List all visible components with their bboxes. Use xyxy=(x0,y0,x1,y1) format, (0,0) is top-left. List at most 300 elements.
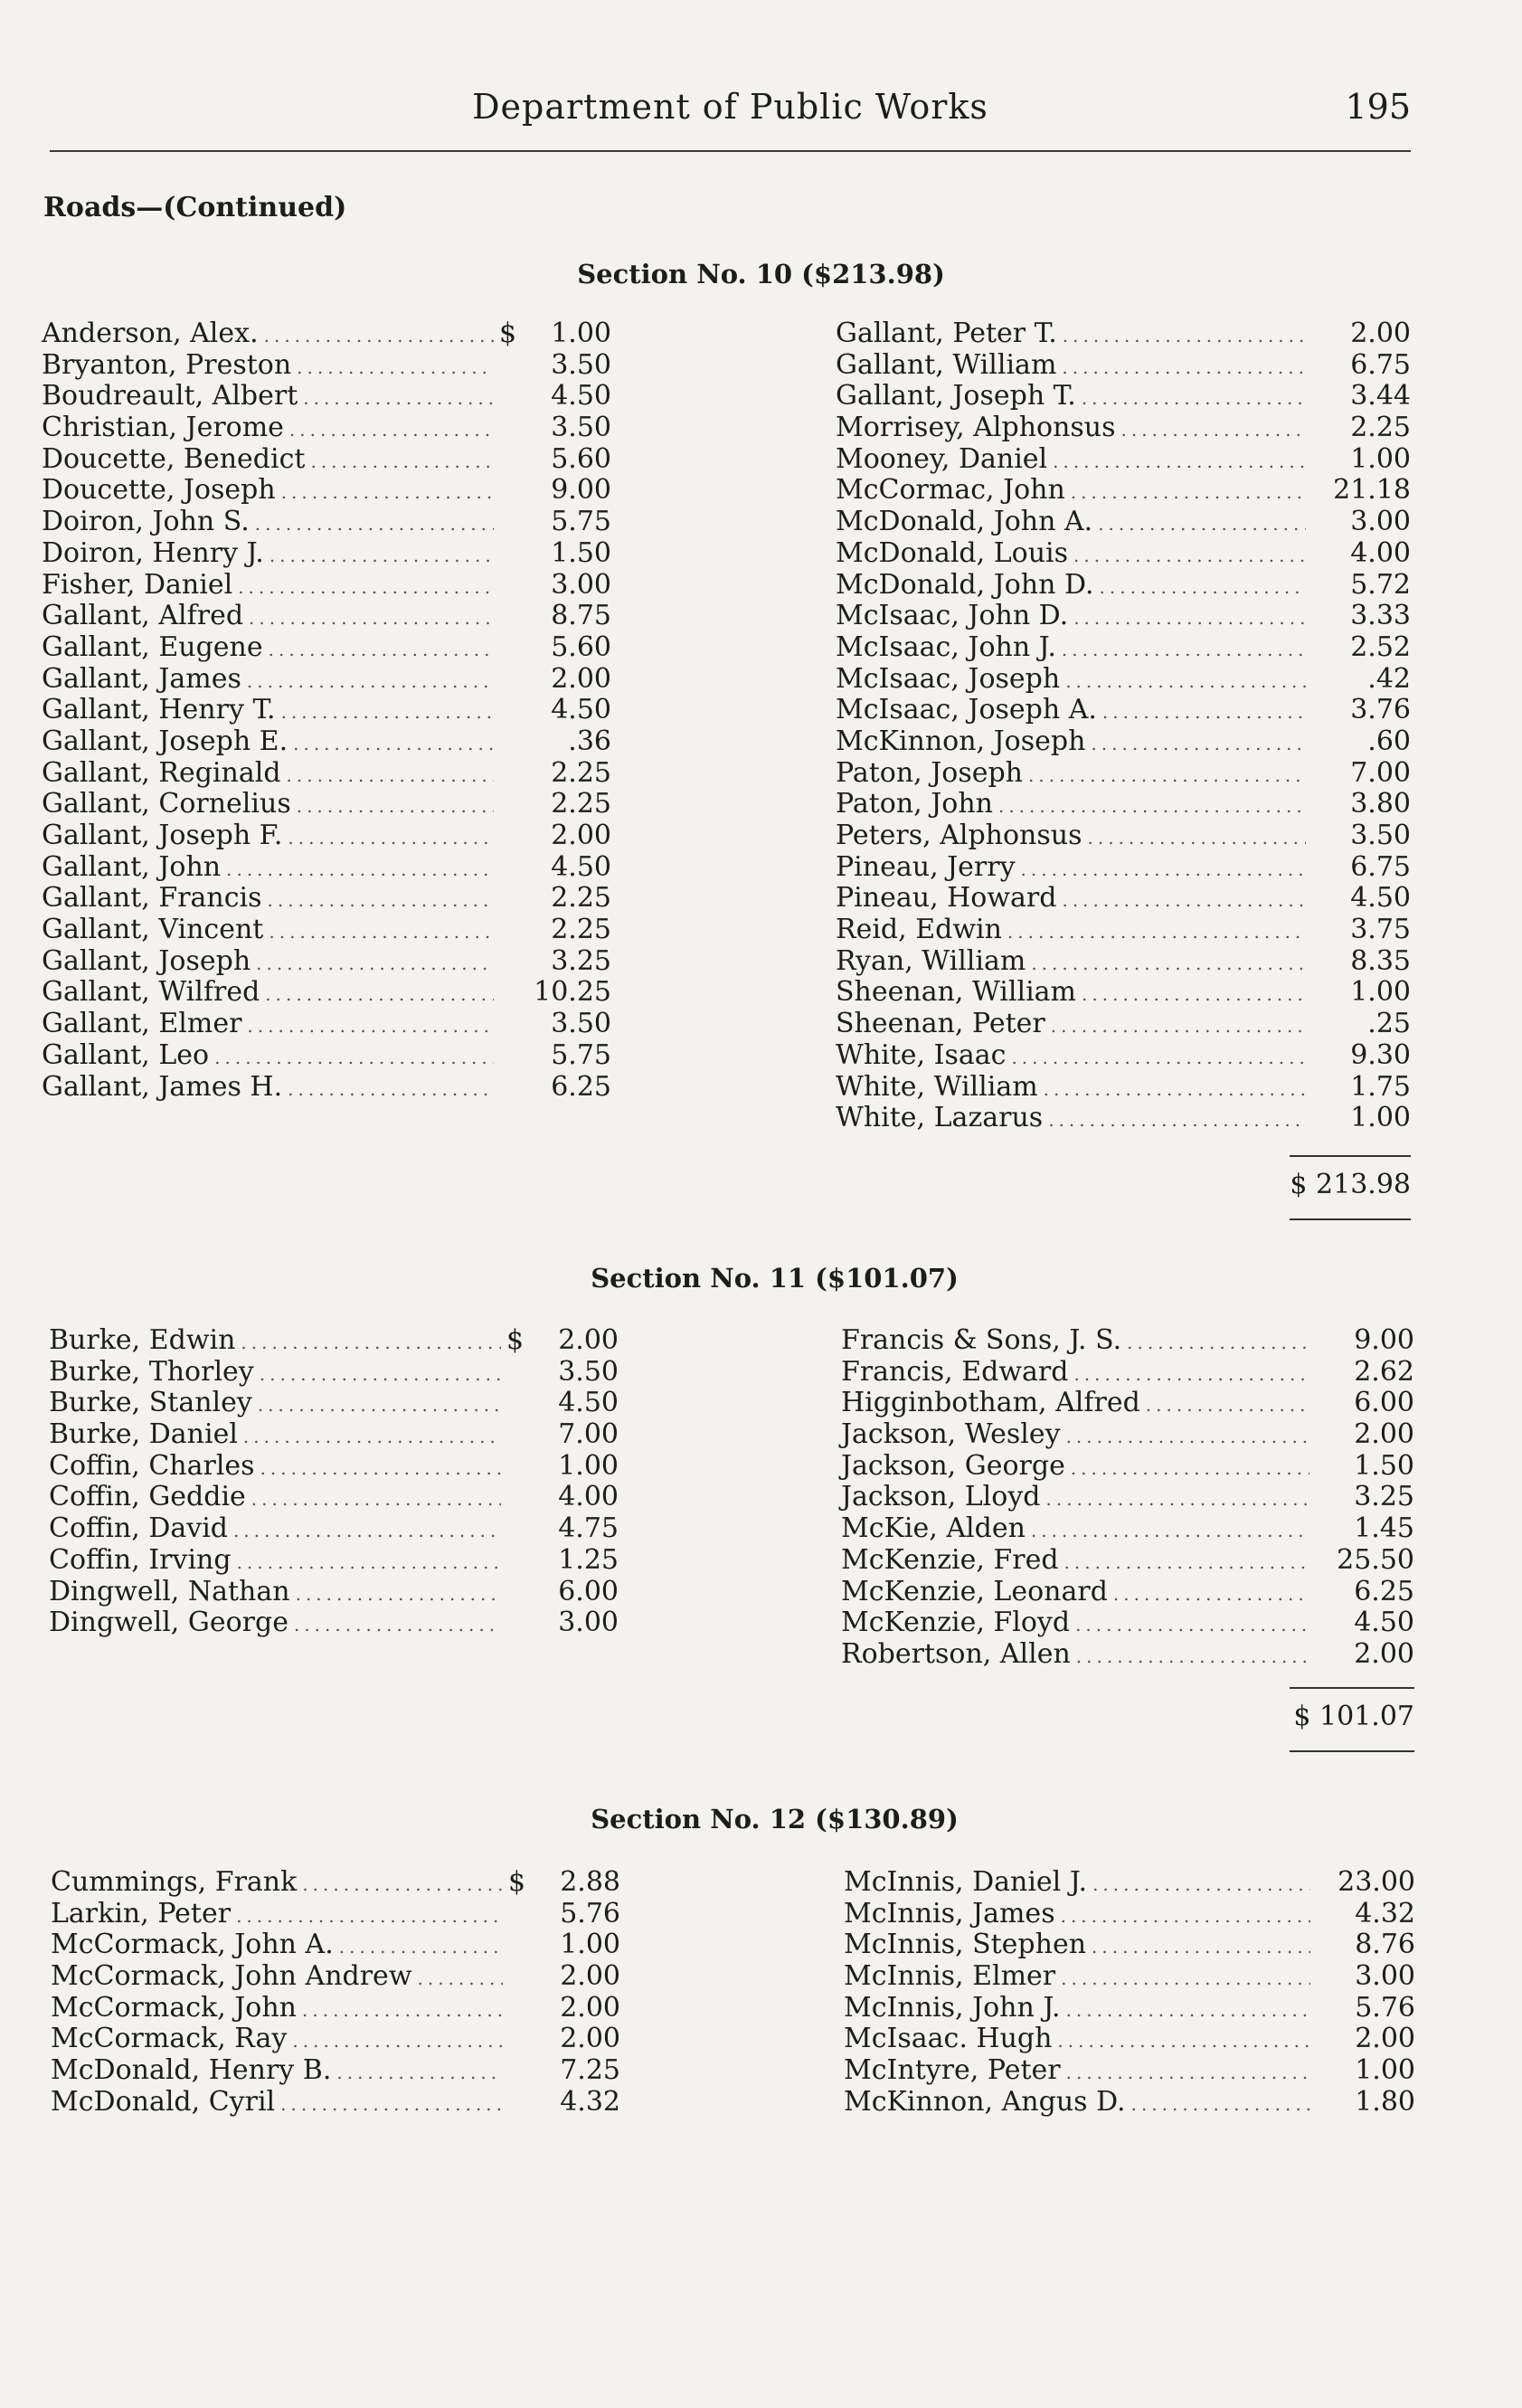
dot-leader xyxy=(1045,1484,1309,1515)
payee-name: Gallant, Vincent xyxy=(42,914,264,946)
payee-name: McDonald, Louis xyxy=(836,536,1069,569)
payee-name: Gallant, Leo xyxy=(42,1038,210,1071)
payment-amount: 3.80 xyxy=(1350,788,1411,820)
dot-leader xyxy=(1082,979,1306,1010)
payee-name: Gallant, Joseph xyxy=(42,944,251,977)
running-head: Roads—(Continued) xyxy=(43,192,347,223)
dot-leader xyxy=(1011,1042,1306,1074)
payee-name: Gallant, Eugene xyxy=(42,630,263,663)
dot-leader xyxy=(249,602,494,634)
dot-leader xyxy=(1121,414,1306,446)
ledger-row xyxy=(51,1929,620,1961)
payee-name: Gallant, Elmer xyxy=(42,1008,242,1040)
dot-leader xyxy=(214,1042,494,1074)
dot-leader xyxy=(287,760,494,792)
payee-name: Cummings, Frank xyxy=(51,1866,298,1898)
dot-leader xyxy=(297,352,494,384)
dot-leader xyxy=(1062,885,1306,916)
ledger-row xyxy=(836,664,1411,696)
ledger-row xyxy=(51,1899,620,1930)
payment-amount: 2.25 xyxy=(1350,412,1411,444)
ledger-row xyxy=(49,1451,619,1483)
dot-leader xyxy=(292,2025,503,2057)
payment-amount: 3.44 xyxy=(1350,380,1411,412)
payment-amount: 7.00 xyxy=(558,1418,619,1451)
dot-leader xyxy=(268,885,494,916)
payment-amount: 3.50 xyxy=(551,412,611,444)
payee-name: McIsaac, Joseph xyxy=(836,662,1061,695)
ledger-row xyxy=(49,1607,619,1639)
payee-name: Mooney, Daniel xyxy=(836,442,1048,475)
dot-leader xyxy=(1061,1901,1310,1932)
ledger-row xyxy=(841,1419,1414,1451)
payee-name: Gallant, Reginald xyxy=(42,756,281,789)
payment-amount: 1.80 xyxy=(1355,2085,1415,2118)
payee-name: Gallant, Joseph T. xyxy=(836,380,1076,412)
payee-name: White, Isaac xyxy=(836,1038,1007,1071)
dot-leader xyxy=(265,979,494,1010)
ledger-row xyxy=(836,726,1411,758)
dot-leader xyxy=(1064,1547,1309,1578)
ledger-row xyxy=(42,350,611,382)
payee-name: Francis, Edward xyxy=(841,1355,1069,1388)
payee-name: Larkin, Peter xyxy=(51,1897,232,1929)
payee-name: Pineau, Jerry xyxy=(836,850,1016,883)
payee-name: Gallant, Cornelius xyxy=(42,788,291,820)
payment-amount: 6.00 xyxy=(558,1575,619,1607)
ledger-row xyxy=(51,2024,620,2055)
ledger-row xyxy=(836,820,1411,852)
dot-leader xyxy=(288,1074,494,1105)
ledger-row xyxy=(42,695,611,726)
dot-leader xyxy=(251,1484,501,1515)
payee-name: McKie, Alden xyxy=(841,1512,1026,1545)
ledger-row xyxy=(836,915,1411,946)
ledger-row xyxy=(49,1325,619,1357)
dot-leader xyxy=(1031,948,1306,980)
dot-leader xyxy=(264,320,494,352)
payee-name: McCormack, John Andrew xyxy=(51,1960,412,1993)
dot-leader xyxy=(1127,1327,1309,1359)
dot-leader xyxy=(1098,508,1306,540)
dot-leader xyxy=(1075,1609,1309,1641)
payee-name: McDonald, Henry B. xyxy=(51,2054,332,2087)
payee-name: McInnis, Elmer xyxy=(844,1960,1056,1993)
ledger-row xyxy=(836,632,1411,664)
payment-amount: 3.50 xyxy=(558,1355,619,1388)
payee-name: Pineau, Howard xyxy=(836,882,1057,915)
payee-name: Christian, Jerome xyxy=(42,412,284,444)
ledger-row xyxy=(836,852,1411,884)
payment-amount: 3.25 xyxy=(1354,1481,1414,1513)
payee-name: Coffin, Irving xyxy=(49,1543,232,1576)
payee-name: White, William xyxy=(836,1070,1038,1103)
section-10-left-column xyxy=(42,318,611,1103)
payment-amount: 21.18 xyxy=(1333,474,1411,507)
dot-leader xyxy=(303,383,494,414)
ledger-row xyxy=(49,1513,619,1545)
payee-name: Coffin, Charles xyxy=(49,1449,255,1482)
payment-amount: 2.00 xyxy=(1350,318,1411,349)
payee-name: Sheenan, William xyxy=(836,976,1077,1009)
section-11-right-column xyxy=(841,1325,1414,1671)
ledger-row xyxy=(836,977,1411,1009)
payment-amount: 2.25 xyxy=(551,788,611,820)
payee-name: McInnis, Stephen xyxy=(844,1929,1087,1961)
payment-amount: 4.32 xyxy=(1355,1897,1415,1929)
payee-name: Burke, Stanley xyxy=(49,1387,252,1419)
dot-leader xyxy=(237,1547,501,1578)
payment-amount: .60 xyxy=(1367,725,1411,757)
payment-amount: 2.00 xyxy=(1355,2023,1415,2055)
ledger-row xyxy=(844,1867,1415,1899)
payment-amount: 2.25 xyxy=(551,914,611,946)
dot-leader xyxy=(281,697,494,728)
section-10-right-column xyxy=(836,318,1411,1134)
payee-name: McKenzie, Fred xyxy=(841,1543,1059,1576)
payee-name: Morrisey, Alphonsus xyxy=(836,412,1116,444)
dot-leader xyxy=(1091,728,1306,760)
dot-leader xyxy=(1076,1641,1309,1673)
page-header xyxy=(50,87,1411,141)
dot-leader xyxy=(336,2057,503,2089)
dot-leader xyxy=(310,446,494,478)
payee-name: Higginbotham, Alfred xyxy=(841,1387,1140,1419)
currency-sign: $ xyxy=(508,1866,526,1898)
dot-leader xyxy=(1073,540,1306,572)
payment-amount: 4.50 xyxy=(551,694,611,726)
payment-amount: 6.25 xyxy=(1354,1575,1414,1607)
payment-amount: 2.52 xyxy=(1350,630,1411,663)
ledger-row xyxy=(836,507,1411,538)
payee-name: McIsaac, Joseph A. xyxy=(836,694,1097,726)
ledger-row xyxy=(42,883,611,915)
header-rule xyxy=(50,150,1411,152)
dot-leader xyxy=(1146,1389,1309,1421)
payment-amount: 8.75 xyxy=(551,600,611,632)
dot-leader xyxy=(260,1359,501,1390)
ledger-row xyxy=(42,946,611,978)
payment-amount: 3.50 xyxy=(551,1008,611,1040)
ledger-row xyxy=(42,507,611,538)
dot-leader xyxy=(1092,1869,1310,1901)
payment-amount: 6.75 xyxy=(1350,348,1411,381)
ledger-row xyxy=(42,381,611,412)
payment-amount: 1.00 xyxy=(558,1449,619,1482)
payee-name: Boudreault, Albert xyxy=(42,380,298,412)
ledger-row xyxy=(42,632,611,664)
dot-leader xyxy=(1071,477,1306,508)
ledger-row xyxy=(841,1639,1414,1671)
payee-name: McKenzie, Floyd xyxy=(841,1607,1071,1639)
ledger-row xyxy=(836,381,1411,412)
payment-amount: 2.62 xyxy=(1354,1355,1414,1388)
payment-amount: 5.72 xyxy=(1350,568,1411,601)
payee-name: Anderson, Alex. xyxy=(42,318,259,349)
currency-sign: $ xyxy=(506,1324,525,1356)
payee-name: Sheenan, Peter xyxy=(836,1008,1045,1040)
dot-leader xyxy=(297,791,494,822)
dot-leader xyxy=(1066,2057,1310,2089)
payment-amount: 8.76 xyxy=(1355,1929,1415,1961)
payee-name: McDonald, John A. xyxy=(836,506,1093,538)
ledger-row xyxy=(49,1357,619,1389)
ledger-row xyxy=(51,1993,620,2024)
payee-name: McIsaac. Hugh xyxy=(844,2023,1053,2055)
ledger-row xyxy=(42,1040,611,1072)
dot-leader xyxy=(1063,320,1306,352)
dot-leader xyxy=(998,791,1306,822)
ledger-row xyxy=(49,1388,619,1419)
dot-leader xyxy=(247,1010,494,1042)
payee-name: Gallant, John xyxy=(42,850,222,883)
payment-amount: 3.50 xyxy=(1350,820,1411,851)
dot-leader xyxy=(289,414,494,446)
payee-name: Ryan, William xyxy=(836,944,1026,977)
ledger-row xyxy=(841,1577,1414,1608)
payee-name: Dingwell, Nathan xyxy=(49,1575,290,1607)
dot-leader xyxy=(1092,1931,1310,1963)
payment-amount: 1.00 xyxy=(551,318,611,349)
dot-leader xyxy=(1100,572,1307,603)
payment-amount: 2.00 xyxy=(558,1324,619,1356)
ledger-row xyxy=(841,1607,1414,1639)
payment-amount: 25.50 xyxy=(1337,1543,1414,1576)
ledger-row xyxy=(844,2087,1415,2119)
payment-amount: 3.00 xyxy=(1355,1960,1415,1993)
payment-amount: 1.00 xyxy=(1350,976,1411,1009)
payment-amount: 1.50 xyxy=(551,536,611,569)
section-11-total: $ 101.07 xyxy=(1293,1701,1414,1732)
ledger-row xyxy=(51,2087,620,2119)
payment-amount: 2.25 xyxy=(551,882,611,915)
payee-name: McIsaac, John J. xyxy=(836,630,1056,663)
dot-leader xyxy=(1073,602,1306,634)
payee-name: Doucette, Benedict xyxy=(42,442,306,475)
page-number: 195 xyxy=(1345,87,1411,127)
payment-amount: 2.00 xyxy=(1354,1637,1414,1670)
section-11-left-column xyxy=(49,1325,619,1639)
section-title: Section No. 12 ($130.89) xyxy=(591,1804,959,1834)
payment-amount: 6.75 xyxy=(1350,850,1411,883)
payee-name: Burke, Thorley xyxy=(49,1355,254,1388)
payment-amount: 3.33 xyxy=(1350,600,1411,632)
payee-name: Francis & Sons, J. S. xyxy=(841,1324,1122,1356)
ledger-row xyxy=(49,1419,619,1451)
payee-name: Doucette, Joseph xyxy=(42,474,276,507)
ledger-row xyxy=(836,1040,1411,1072)
ledger-row xyxy=(836,318,1411,350)
payment-amount: 4.00 xyxy=(1350,536,1411,569)
dot-leader xyxy=(418,1963,504,1995)
ledger-row xyxy=(841,1513,1414,1545)
payee-name: Burke, Daniel xyxy=(49,1418,238,1451)
ledger-row xyxy=(51,1961,620,1993)
payee-name: McKinnon, Joseph xyxy=(836,725,1086,757)
ledger-row xyxy=(42,977,611,1009)
dot-leader xyxy=(1082,383,1306,414)
dot-leader xyxy=(281,477,494,508)
payee-name: Jackson, Wesley xyxy=(841,1418,1061,1451)
ledger-row xyxy=(42,412,611,444)
ledger-row xyxy=(42,915,611,946)
payee-name: McCormack, Ray xyxy=(51,2023,288,2055)
ledger-row xyxy=(836,350,1411,382)
ledger-row xyxy=(836,695,1411,726)
ledger-row xyxy=(51,2055,620,2087)
payee-name: McInnis, Daniel J. xyxy=(844,1866,1088,1898)
ledger-row xyxy=(42,475,611,507)
dot-leader xyxy=(1062,352,1306,384)
ledger-row xyxy=(42,1072,611,1104)
dot-leader xyxy=(256,948,494,980)
payee-name: Peters, Alphonsus xyxy=(836,820,1082,851)
payment-amount: 1.00 xyxy=(1355,2054,1415,2087)
dot-leader xyxy=(241,1327,501,1359)
dot-leader xyxy=(1113,1578,1309,1610)
dot-leader xyxy=(1066,1995,1310,2026)
ledger-row xyxy=(42,318,611,350)
dot-leader xyxy=(1062,634,1306,666)
dot-leader xyxy=(226,854,494,886)
payment-amount: 5.75 xyxy=(551,506,611,538)
payee-name: Jackson, Lloyd xyxy=(841,1481,1041,1513)
ledger-row xyxy=(844,1993,1415,2024)
payment-amount: 4.50 xyxy=(1354,1607,1414,1639)
section-10-total-underline xyxy=(1290,1218,1411,1220)
dot-leader xyxy=(236,1901,503,1932)
ledger-row xyxy=(836,883,1411,915)
ledger-row xyxy=(841,1545,1414,1577)
section-10-total: $ 213.98 xyxy=(1290,1169,1411,1200)
payment-amount: 3.00 xyxy=(551,568,611,601)
ledger-row xyxy=(844,1929,1415,1961)
ledger-row xyxy=(836,444,1411,476)
ledger-row xyxy=(841,1451,1414,1483)
payment-amount: 2.00 xyxy=(560,1960,620,1993)
payment-amount: 5.60 xyxy=(551,630,611,663)
dot-leader xyxy=(1071,1453,1309,1484)
payment-amount: 3.76 xyxy=(1350,694,1411,726)
ledger-row xyxy=(42,852,611,884)
payee-name: White, Lazarus xyxy=(836,1102,1044,1134)
payee-name: Bryanton, Preston xyxy=(42,348,292,381)
payment-amount: 6.25 xyxy=(551,1070,611,1103)
ledger-row xyxy=(42,1009,611,1040)
payee-name: Gallant, Alfred xyxy=(42,600,244,632)
payment-amount: 2.25 xyxy=(551,756,611,789)
payment-amount: 9.30 xyxy=(1350,1038,1411,1071)
dot-leader xyxy=(1053,446,1306,478)
payment-amount: .36 xyxy=(568,725,611,757)
ledger-row xyxy=(841,1357,1414,1389)
payment-amount: 2.00 xyxy=(560,2023,620,2055)
payment-amount: 4.32 xyxy=(560,2085,620,2118)
section-title: Section No. 10 ($213.98) xyxy=(577,259,945,289)
ledger-row xyxy=(49,1577,619,1608)
payee-name: McInnis, John J. xyxy=(844,1991,1061,2024)
payment-amount: 1.75 xyxy=(1350,1070,1411,1103)
ledger-row xyxy=(836,758,1411,790)
payment-amount: 8.35 xyxy=(1350,944,1411,977)
dot-leader xyxy=(302,1995,503,2026)
dot-leader xyxy=(269,540,494,572)
dot-leader xyxy=(1061,1963,1310,1995)
page-title: Department of Public Works xyxy=(472,87,988,127)
payment-amount: 2.00 xyxy=(1354,1418,1414,1451)
dot-leader xyxy=(302,1869,503,1901)
dot-leader xyxy=(269,634,494,666)
payment-amount: 23.00 xyxy=(1338,1866,1415,1898)
payment-amount: 1.45 xyxy=(1354,1512,1414,1545)
dot-leader xyxy=(1028,760,1306,792)
payee-name: Gallant, Peter T. xyxy=(836,318,1057,349)
ledger-row xyxy=(836,570,1411,602)
ledger-row xyxy=(836,412,1411,444)
dot-leader xyxy=(238,572,494,603)
dot-leader xyxy=(288,822,494,854)
payee-name: Coffin, David xyxy=(49,1512,229,1545)
payee-name: Gallant, Francis xyxy=(42,882,262,915)
payment-amount: 1.25 xyxy=(558,1543,619,1576)
payee-name: Gallant, James H. xyxy=(42,1070,283,1103)
payee-name: McKenzie, Leonard xyxy=(841,1575,1108,1607)
payment-amount: 1.00 xyxy=(1350,442,1411,475)
ledger-row xyxy=(836,1103,1411,1134)
ledger-row xyxy=(49,1482,619,1513)
payment-amount: 2.88 xyxy=(560,1866,620,1898)
ledger-row xyxy=(49,1545,619,1577)
payee-name: Doiron, John S. xyxy=(42,506,250,538)
ledger-row xyxy=(42,444,611,476)
ledger-row xyxy=(51,1867,620,1899)
payment-amount: 5.76 xyxy=(1355,1991,1415,2024)
payee-name: Doiron, Henry J. xyxy=(42,536,264,569)
dot-leader xyxy=(1044,1074,1306,1105)
section-11-total-rule xyxy=(1290,1687,1414,1689)
ledger-row xyxy=(836,789,1411,820)
payment-amount: 7.25 xyxy=(560,2054,620,2087)
section-10-total-rule xyxy=(1290,1155,1411,1157)
payee-name: Gallant, Henry T. xyxy=(42,694,276,726)
ledger-row xyxy=(844,2024,1415,2055)
ledger-row xyxy=(844,2055,1415,2087)
payee-name: Paton, John xyxy=(836,788,993,820)
ledger-row xyxy=(836,538,1411,570)
payment-amount: .25 xyxy=(1367,1008,1411,1040)
dot-leader xyxy=(258,1389,501,1421)
dot-leader xyxy=(1051,1010,1306,1042)
payment-amount: 2.00 xyxy=(551,662,611,695)
ledger-row xyxy=(42,538,611,570)
dot-leader xyxy=(247,666,494,697)
payee-name: Gallant, Joseph E. xyxy=(42,725,288,757)
payee-name: Coffin, Geddie xyxy=(49,1481,246,1513)
payee-name: Jackson, George xyxy=(841,1449,1065,1482)
dot-leader xyxy=(296,1578,501,1610)
payment-amount: 4.50 xyxy=(551,850,611,883)
section-11-total-underline xyxy=(1290,1750,1414,1752)
payment-amount: 6.00 xyxy=(1354,1387,1414,1419)
ledger-row xyxy=(42,820,611,852)
section-title: Section No. 11 ($101.07) xyxy=(591,1263,959,1294)
payee-name: Paton, Joseph xyxy=(836,756,1023,789)
payment-amount: 3.25 xyxy=(551,944,611,977)
payment-amount: 1.00 xyxy=(1350,1102,1411,1134)
ledger-row xyxy=(42,789,611,820)
section-12-right-column xyxy=(844,1867,1415,2119)
payee-name: McCormack, John A. xyxy=(51,1929,334,1961)
